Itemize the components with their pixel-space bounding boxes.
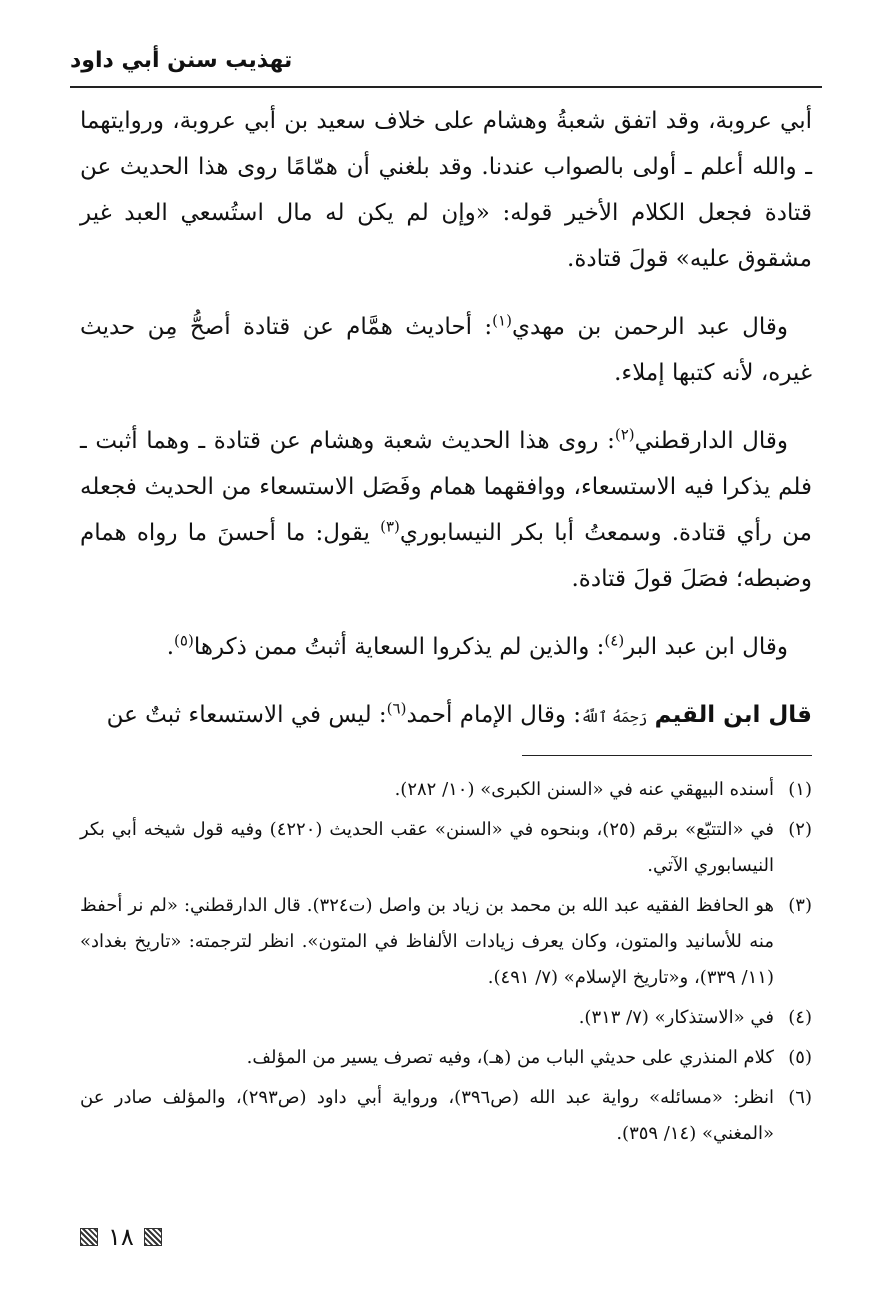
footnote-ref-6[interactable]: (٦): [386, 699, 407, 718]
footnote-text: كلام المنذري على حديثي الباب من (هـ)، وفيه تصرف يسير من المؤلف.: [246, 1047, 774, 1068]
footnote-item: [80, 812, 812, 884]
paragraph-2-text-b: : أحاديث همَّام عن قتادة أصحُّ مِن حديث غيره، لأنه كتبها إملاء.: [80, 314, 812, 386]
paragraph-5-text-b: : ليس في الاستسعاء ثبتٌ عن: [106, 702, 387, 728]
book-title: تهذيب سنن أبي داود: [70, 48, 293, 73]
speaker-label: قال ابن القيم: [654, 702, 812, 728]
paragraph-4: [80, 624, 812, 670]
paragraph-5-text-a: : وقال الإمام أحمد: [406, 702, 581, 728]
paragraph-4-text-a: وقال ابن عبد البر: [624, 634, 788, 660]
footnote-ref-5[interactable]: (٥): [174, 631, 194, 650]
main-text: [80, 98, 812, 762]
footnote-ref-2[interactable]: (٢): [614, 425, 635, 444]
footnotes: [80, 772, 812, 1156]
footnote-number: (٥): [788, 1047, 812, 1068]
footnote-item: [80, 1040, 812, 1076]
footnote-ref-1[interactable]: (١): [492, 311, 512, 330]
footnote-number: (٤): [788, 1007, 812, 1028]
running-header: [70, 46, 822, 88]
paragraph-1: أبي عروبة، وقد اتفق شعبةُ وهشام على خلاف سعيد بن أبي عروبة، وروايتهما ـ والله أعلم ـ أولى بالصواب عندنا. وقد بلغني أن همّامًا روى هذا الحديث عن قتادة فجعل الكلام الأخير قوله: «وإن لم يكن له مال استُسعي العبد غير مشقوق عليه» قولَ قتادة.: [80, 108, 812, 272]
paragraph-2: [80, 304, 812, 396]
footnote-number: (٦): [788, 1087, 812, 1108]
page-number: ١٨: [108, 1223, 134, 1251]
footnote-text: هو الحافظ الفقيه عبد الله بن محمد بن زياد بن واصل (ت٣٢٤). قال الدارقطني: «لم نر أحفظ منه للأسانيد والمتون، وكان يعرف زيادات الألفاظ في المتون». انظر لترجمته: «تاريخ بغداد» (١١/ ٣٣٩)، و«تاريخ الإسلام» (٧/ ٤٩١).: [80, 895, 774, 988]
footnote-text: في «التتبّع» برقم (٢٥)، وبنحوه في «السنن» عقب الحديث (٤٢٢٠) وفيه قول شيخه أبي بكر النيسابوري الآتي.: [80, 819, 775, 876]
ornament-square-icon: [80, 1228, 98, 1246]
ornament-square-icon: [144, 1228, 162, 1246]
paragraph-3-text-c: يقول: ما أحسنَ ما رواه همام وضبطه؛ فصَلَ قولَ قتادة.: [80, 520, 812, 592]
footnote-text: أسنده البيهقي عنه في «السنن الكبرى» (١٠/ ٢٨٢).: [394, 779, 774, 800]
paragraph-3-text-b: : روى هذا الحديث شعبة وهشام عن قتادة ـ وهما أثبت ـ فلم يذكرا فيه الاستسعاء، ووافقهما همام وفَصَل الاستسعاء من الحديث فجعله من رأي قتادة. وسمعتُ أبا بكر النيسابوري: [80, 428, 812, 546]
paragraph-4-text-c: .: [166, 634, 175, 660]
paragraph-2-text-a: وقال عبد الرحمن بن مهدي: [511, 314, 788, 340]
honorific: رَحِمَهُ ٱللَّهُ: [581, 708, 648, 726]
footnote-number: (١): [788, 779, 812, 800]
footnote-item: [80, 772, 812, 808]
footnote-item: [80, 1080, 812, 1152]
footnote-number: (٢): [788, 819, 812, 840]
footnote-text: في «الاستذكار» (٧/ ٣١٣).: [578, 1007, 774, 1028]
footnote-ref-3[interactable]: (٣): [380, 517, 400, 536]
footnote-ref-4[interactable]: (٤): [604, 631, 625, 650]
footnote-item: [80, 1000, 812, 1036]
paragraph-3-text-a: وقال الدارقطني: [634, 428, 788, 454]
footnote-item: [80, 888, 812, 996]
footnote-number: (٣): [788, 895, 812, 916]
paragraph-4-text-b: : والذين لم يذكروا السعاية أثبتُ ممن ذكرها: [193, 634, 605, 660]
footnote-text: انظر: «مسائله» رواية عبد الله (ص٣٩٦)، ورواية أبي داود (ص٢٩٣)، والمؤلف صادر عن «المغني» (١٤/ ٣٥٩).: [80, 1087, 774, 1144]
footnote-divider: [522, 755, 812, 756]
paragraph-3: [80, 418, 812, 602]
paragraph-5: [80, 692, 812, 740]
page-number-block: [80, 1222, 162, 1252]
